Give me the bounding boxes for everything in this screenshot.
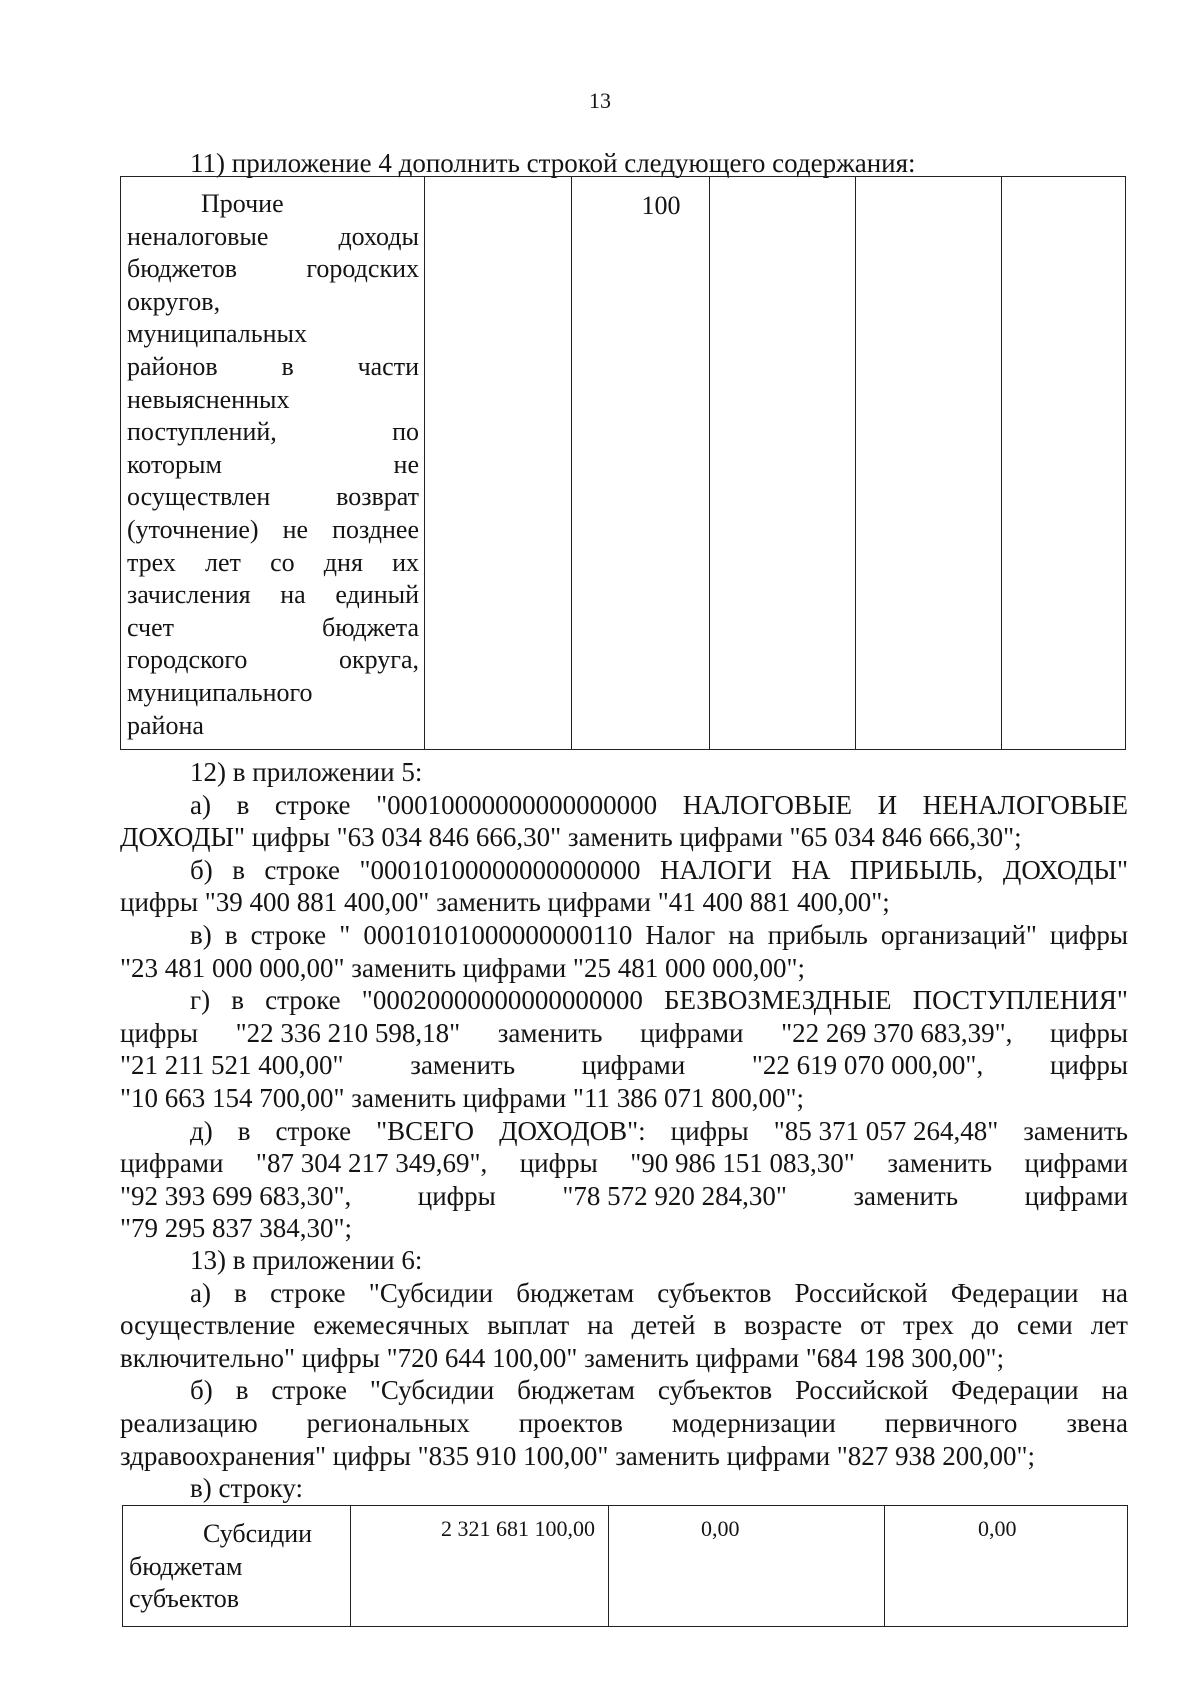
word: бюджетам <box>516 1277 635 1308</box>
word: "22 619 070 000,00", <box>751 1050 984 1081</box>
word: на <box>1101 1375 1128 1406</box>
paragraph-line <box>190 1374 1128 1406</box>
word: "00010000000000000000 <box>376 789 658 820</box>
word: "92 393 699 683,30", <box>120 1180 352 1211</box>
word: "21 211 521 400,00" <box>120 1050 344 1081</box>
word: цифрами <box>640 1017 744 1048</box>
word: в) <box>190 920 212 950</box>
word: Федерации <box>951 1375 1079 1406</box>
cell-word: (уточнение) <box>127 514 259 544</box>
word: ПРИБЫЛЬ, <box>849 854 984 885</box>
cell-text-line <box>127 514 419 547</box>
cell-word: трех <box>127 547 176 577</box>
word: цифры <box>1049 1050 1128 1081</box>
cell-text-line <box>127 253 419 286</box>
word: НЕНАЛОГОВЫЕ <box>922 789 1128 820</box>
word: "22 336 210 598,18" <box>235 1017 461 1048</box>
word: в <box>237 1115 251 1146</box>
word: до <box>971 1310 999 1341</box>
word: "ВСЕГО <box>376 1115 475 1146</box>
cell-word: района <box>127 710 204 740</box>
paragraph-line <box>120 1407 1128 1439</box>
cell-word: зачисления <box>127 580 251 610</box>
word: строке <box>270 1277 346 1308</box>
cell-text-line <box>127 416 419 449</box>
word: на <box>728 920 755 950</box>
cell-word: единый <box>335 580 419 610</box>
word: заменить <box>1023 1115 1128 1146</box>
word: в <box>231 985 244 1016</box>
word: цифры <box>1049 1017 1128 1048</box>
word: строке <box>250 920 327 950</box>
item-11-intro: 11) приложение 4 дополнить строкой следующего содержания: <box>190 148 916 178</box>
word: прибыль <box>767 920 868 950</box>
word: "Субсидии <box>369 1375 495 1406</box>
word: строке <box>271 1375 347 1406</box>
word: б) <box>190 1375 213 1406</box>
word: а) <box>190 1277 211 1308</box>
cell-word: не <box>393 449 419 479</box>
word: организаций" <box>880 920 1037 950</box>
cell-word: округов, <box>127 286 221 316</box>
table-cell-value: 100 <box>641 191 681 220</box>
cell-word: дня <box>323 547 363 577</box>
cell-word: части <box>357 351 419 381</box>
cell-word: по <box>392 417 419 447</box>
word: б) <box>190 854 213 885</box>
table-cell-value: 0,00 <box>701 1516 740 1541</box>
word: Федерации <box>950 1277 1079 1308</box>
word: д) <box>190 1115 213 1146</box>
word: НАЛОГИ <box>659 854 772 885</box>
table-column-divider <box>1001 177 1002 749</box>
cell-word: доходы <box>338 221 419 251</box>
paragraph-line <box>190 984 1128 1016</box>
cell-word: поступлений, <box>127 417 277 447</box>
cell-word: районов <box>127 351 218 381</box>
word: Российской <box>795 1375 929 1406</box>
table-column-divider <box>424 177 425 749</box>
cell-word: их <box>392 547 419 577</box>
table-row-description <box>129 1518 329 1616</box>
word: "90 986 151 083,30" <box>630 1148 855 1179</box>
cell-text-line <box>127 286 419 319</box>
cell-text-line <box>127 579 419 612</box>
word: возрасте <box>744 1310 843 1341</box>
word: БЕЗВОЗМЕЗДНЫЕ <box>663 985 892 1016</box>
cell-word: муниципальных <box>127 319 308 349</box>
table-cell-value: 2 321 681 100,00 <box>441 1516 595 1541</box>
cell-word: муниципального <box>127 677 313 707</box>
word: детей <box>631 1310 696 1341</box>
cell-word: не <box>282 514 309 544</box>
word: г) <box>190 985 211 1016</box>
paragraph-line: "23 481 000 000,00" заменить цифрами "25 481 000 000,00"; <box>120 952 805 983</box>
word: выплат <box>487 1310 570 1341</box>
section-intro: 13) в приложении 6: <box>190 1245 423 1275</box>
word: "78 572 920 284,30" <box>562 1180 787 1211</box>
paragraph-line <box>190 789 1128 821</box>
cell-word: возврат <box>336 482 419 512</box>
section-intro: 12) в приложении 5: <box>190 757 423 787</box>
paragraph-line <box>190 854 1128 886</box>
paragraph-line <box>120 1147 1128 1179</box>
word: а) <box>190 789 211 820</box>
cell-text-line <box>127 351 419 384</box>
word: в <box>713 1310 727 1341</box>
word: "00020000000000000000 <box>361 985 643 1016</box>
word: "85 371 057 264,48" <box>773 1115 999 1146</box>
cell-word: Прочие <box>201 189 284 218</box>
paragraph-line <box>120 1017 1128 1049</box>
word: "00010100000000000000 <box>359 854 641 885</box>
cell-word: субъектов <box>129 1584 240 1614</box>
cell-word: невыясненных <box>127 384 290 414</box>
cell-word: лет <box>205 547 241 577</box>
table-column-divider <box>709 177 710 749</box>
word: цифрами <box>120 1148 224 1179</box>
appendix-6-table <box>122 1505 1128 1627</box>
word: ПОСТУПЛЕНИЯ" <box>912 985 1128 1016</box>
word: И <box>877 789 898 820</box>
word: строке <box>274 789 351 820</box>
word: на <box>1101 1277 1128 1308</box>
word: субъектов <box>657 1277 772 1308</box>
appendix-4-table <box>120 176 1126 750</box>
cell-text-line <box>127 221 419 254</box>
cell-text-line <box>127 677 419 710</box>
word: в <box>236 789 250 820</box>
word: заменить <box>887 1148 993 1179</box>
word: цифрами <box>1024 1180 1128 1211</box>
word: региональных <box>306 1408 470 1438</box>
word: проектов <box>518 1408 623 1438</box>
paragraph-line <box>190 1115 1128 1147</box>
cell-text-line <box>129 1518 329 1551</box>
cell-word: бюджетов <box>127 254 238 284</box>
word: от <box>860 1310 886 1341</box>
word: ДОХОДОВ": <box>499 1115 646 1146</box>
paragraph-line <box>120 1309 1128 1341</box>
cell-text-line <box>127 612 419 645</box>
table-column-divider <box>571 177 572 749</box>
paragraph-line: цифры "39 400 881 400,00" заменить цифрами "41 400 881 400,00"; <box>120 887 890 918</box>
table-column-divider <box>884 1506 885 1626</box>
cell-word: городских <box>306 254 419 284</box>
word: Российской <box>794 1277 928 1308</box>
word: заменить <box>853 1180 959 1211</box>
word: 00010101000000000110 <box>363 920 633 950</box>
paragraph-line <box>120 1049 1128 1081</box>
word: в <box>224 920 238 950</box>
word: цифрами <box>581 1050 686 1081</box>
word: субъектов <box>657 1375 773 1406</box>
word: в <box>234 1277 247 1308</box>
paragraph-line: здравоохранения" цифры "835 910 100,00" заменить цифрами "827 938 200,00"; <box>120 1440 1036 1471</box>
cell-text-line <box>127 188 419 221</box>
cell-text-line <box>129 1551 329 1584</box>
cell-text-line <box>129 1583 329 1616</box>
word: цифры <box>1049 920 1128 950</box>
section-subitem: в) строку: <box>190 1473 303 1504</box>
table-column-divider <box>608 1506 609 1626</box>
word: осуществление <box>120 1310 296 1341</box>
table-column-divider <box>855 177 856 749</box>
cell-word: неналоговые <box>127 221 269 251</box>
cell-text-line <box>127 644 419 677</box>
cell-word: на <box>280 580 306 610</box>
word: цифры <box>519 1148 598 1179</box>
word: бюджетам <box>517 1375 635 1406</box>
word: на <box>587 1310 614 1341</box>
cell-text-line <box>127 318 419 351</box>
cell-word: городского <box>127 645 248 675</box>
word: звена <box>1066 1408 1128 1438</box>
cell-word: бюджетам <box>129 1551 243 1581</box>
word: строке <box>264 854 340 885</box>
cell-word: в <box>281 351 294 381</box>
cell-word: которым <box>127 449 222 479</box>
word: в <box>232 854 245 885</box>
word: модернизации <box>671 1408 836 1438</box>
word: строке <box>265 985 341 1016</box>
table-row-description <box>127 188 419 742</box>
word: строке <box>275 1115 352 1146</box>
word: заменить <box>497 1017 603 1048</box>
word: заменить <box>410 1050 516 1081</box>
cell-word: Субсидии <box>203 1519 313 1548</box>
word: первичного <box>884 1408 1018 1438</box>
word: " <box>339 920 351 950</box>
paragraph-line: "10 663 154 700,00" заменить цифрами "11 386 071 800,00"; <box>120 1083 804 1113</box>
cell-word: осуществлен <box>127 482 271 512</box>
cell-text-line <box>127 449 419 482</box>
word: реализацию <box>120 1408 258 1438</box>
cell-word: позднее <box>332 514 419 544</box>
cell-word: счет <box>127 612 174 642</box>
word: "Субсидии <box>368 1277 494 1308</box>
word: "87 304 217 349,69", <box>255 1148 488 1179</box>
word: ежемесячных <box>313 1310 470 1341</box>
word: цифры <box>417 1180 496 1211</box>
cell-text-line <box>127 384 419 417</box>
word: Налог <box>645 920 716 950</box>
cell-word: со <box>270 547 295 577</box>
word: "22 269 370 683,39", <box>781 1017 1013 1048</box>
word: семи <box>1016 1310 1073 1341</box>
paragraph-line: "79 295 837 384,30"; <box>120 1213 353 1244</box>
table-cell-value: 0,00 <box>978 1516 1017 1541</box>
table-column-divider <box>350 1506 351 1626</box>
word: цифрами <box>1024 1148 1128 1179</box>
paragraph-line <box>120 1180 1128 1212</box>
word: НА <box>791 854 831 885</box>
cell-text-line <box>127 547 419 580</box>
page-number: 13 <box>589 88 611 113</box>
paragraph-line: включительно" цифры "720 644 100,00" заменить цифрами "684 198 300,00"; <box>120 1342 1005 1373</box>
paragraph-line: ДОХОДЫ" цифры "63 034 846 666,30" заменить цифрами "65 034 846 666,30"; <box>120 822 1022 853</box>
cell-text-line <box>127 481 419 514</box>
word: цифры <box>670 1115 749 1146</box>
word: в <box>235 1375 249 1406</box>
cell-text-line <box>127 710 419 743</box>
cell-word: округа, <box>339 645 419 675</box>
word: цифры <box>120 1017 199 1048</box>
word: НАЛОГОВЫЕ <box>682 789 852 820</box>
word: трех <box>902 1310 954 1341</box>
word: лет <box>1090 1310 1128 1341</box>
word: ДОХОДЫ" <box>1002 854 1128 885</box>
paragraph-line <box>190 919 1128 951</box>
paragraph-line <box>190 1277 1128 1309</box>
cell-word: бюджета <box>322 612 419 642</box>
